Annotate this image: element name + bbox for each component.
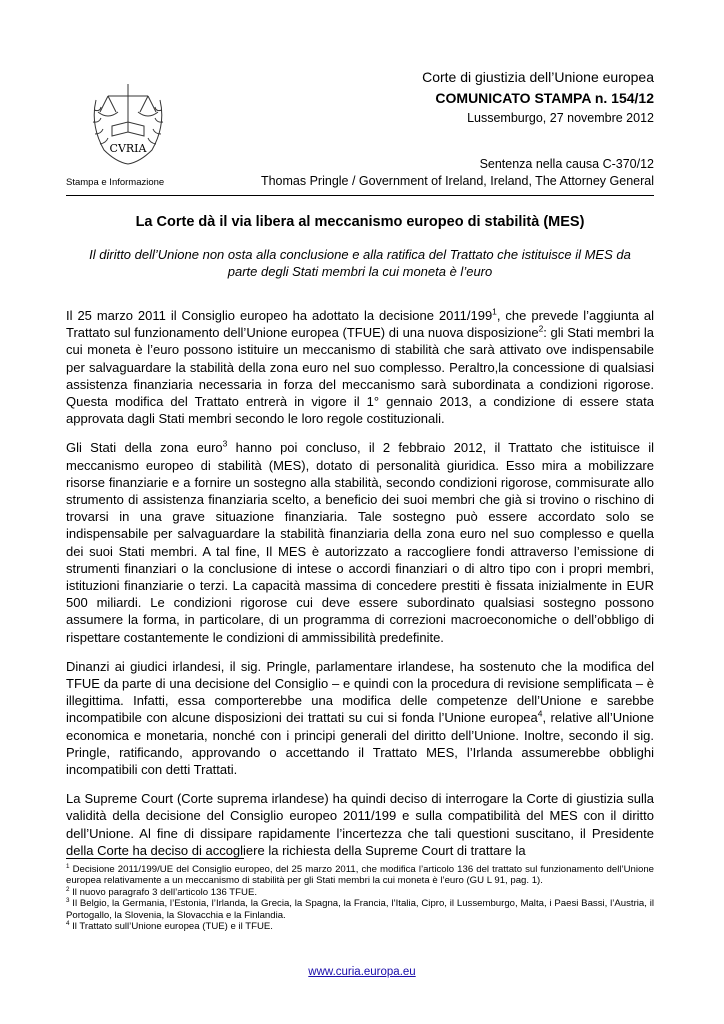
judgment-case: Sentenza nella causa C-370/12 xyxy=(479,157,654,171)
page-subtitle: Il diritto dell’Unione non osta alla conclusione e alla ratifica del Trattato che istituisce il MES da parte degli Stati membri la cui moneta è l’euro xyxy=(89,247,631,279)
curia-website-link[interactable]: www.curia.europa.eu xyxy=(308,966,416,978)
header-divider xyxy=(66,195,654,196)
place-date: Lussemburgo, 27 novembre 2012 xyxy=(467,111,654,125)
footnote-ref-1[interactable]: 1 xyxy=(492,306,497,317)
press-release-number: COMUNICATO STAMPA n. 154/12 xyxy=(435,90,654,106)
footnote-ref-3[interactable]: 3 xyxy=(222,439,228,450)
curia-logo xyxy=(86,80,170,168)
body-text xyxy=(66,307,654,871)
footnote-ref-4[interactable]: 4 xyxy=(537,709,543,720)
footnote-divider xyxy=(66,858,244,859)
footnote-3: $^3$ Il Belgio, la Germania, l’Estonia, l’Irlanda, la Grecia, la Spagna, la Francia, l’Italia, Cipro, il Lussemburgo, Malta, i Paesi Bassi, l’Austria, il Portogallo, la Slovenia, la Slovacchia e la Finlandia. xyxy=(66,897,654,921)
footnote-2: $^2$ Il nuovo paragrafo 3 dell’articolo 136 TFUE. xyxy=(66,885,258,898)
footnote-ref-2[interactable]: 2 xyxy=(538,323,544,334)
paragraph-4: La Supreme Court (Corte suprema irlandese) ha quindi deciso di interrogare la Corte di giustizia sulla validità della decisione del Consiglio europeo 2011/199 e sulla compatibilità del MES con il diritto dell’Unione. Al fine di dissipare rapidamente l’incertezza che tali questioni suscitano, il Presidente della Corte ha deciso di accogliere la richiesta della Supreme Court di trattare la xyxy=(66,791,654,858)
footnotes xyxy=(66,864,654,932)
page-title: La Corte dà il via libera al meccanismo europeo di stabilità (MES) xyxy=(135,214,585,230)
logo-text: CVRIA xyxy=(109,142,147,155)
case-parties: Thomas Pringle / Government of Ireland, Ireland, The Attorney General xyxy=(260,174,654,188)
department-label: Stampa e Informazione xyxy=(66,177,165,188)
paragraph-3: Dinanzi ai giudici irlandesi, il sig. Pringle, parlamentare irlandese, ha sostenuto che la modifica del TFUE da parte di una decisione del Consiglio – e quindi con la procedura di revisione semplificata – è illegittima. Infatti, essa comporterebbe una modifica delle competenze dell’Unione e sarebbe incompatibile con alcune disposizioni dei trattati su cui si fonda l’Unione europea$^4$, relative all’Unione economica e monetaria, nonché con i principi generali del diritto dell’Unione. Inoltre, secondo il sig. Pringle, ratificando, approvando o accettando il Trattato MES, l’Irlanda assumerebbe obblighi incompatibili con detti Trattati. xyxy=(66,658,654,778)
footnote-1: $^1$ Decisione 2011/199/UE del Consiglio europeo, del 25 marzo 2011, che modifica l’articolo 136 del trattato sul funzionamento dell’Unione europea relativamente a un meccanismo di stabilità per gli Stati membri la cui moneta è l’euro (GU L 91, pag. 1). xyxy=(66,862,654,887)
footnote-4: $^4$ Il Trattato sull’Unione europea (TUE) e il TFUE. xyxy=(66,919,273,933)
paragraph-2: Gli Stati della zona euro$^3$ hanno poi concluso, il 2 febbraio 2012, il Trattato che istituisce il meccanismo europeo di stabilità (MES), dotato di personalità giuridica. Esso mira a mobilizzare risorse finanziarie e a fornire un sostegno alla stabilità, secondo condizioni rigorose, commisurate allo strumento di assistenza finanziaria scelto, a beneficio dei suoi membri che già si trovino o rischino di trovarsi in una grave situazione finanziaria. Tale sostegno può essere accordato solo se indispensabile per salvaguardare la stabilità finanziaria della zona euro nel suo complesso e quella dei suoi Stati membri. A tal fine, Il MES è autorizzato a raccogliere fondi attraverso l’emissione di strumenti finanziari o la conclusione di intese o accordi finanziari o di altro tipo con i propri membri, istituzioni finanziarie o terzi. La capacità massima di concedere prestiti è fissata inizialmente in EUR 500 miliardi. Le condizioni rigorose cui deve essere subordinato qualsiasi sostegno possono assumere la forma, in particolare, di un programma di correzioni macroeconomiche o dell’obbligo di rispettare costantemente le condizioni di ammissibilità predefinite. xyxy=(66,439,655,645)
court-name: Corte di giustizia dell’Unione europea xyxy=(422,69,654,85)
paragraph-1: Il 25 marzo 2011 il Consiglio europeo ha adottato la decisione $2011/199^1$, che prevede l’aggiunta al Trattato sul funzionamento dell’Unione europea (TFUE) di una nuova disposizione$^2$: gli Stati membri la cui moneta è l’euro possono istituire un meccanismo di stabilità che sarà attivato ove indispensabile per salvaguardare la stabilità della zona euro nel suo complesso. Peraltro,la concessione di qualsiasi assistenza finanziaria necessaria in forza del meccanismo sarà subordinata a condizioni rigorose. Questa modifica del Trattato entrerà in vigore il 1° gennaio 2013, a condizione di essere stata approvata dagli Stati membri secondo le loro regole costituzionali. xyxy=(66,306,654,427)
